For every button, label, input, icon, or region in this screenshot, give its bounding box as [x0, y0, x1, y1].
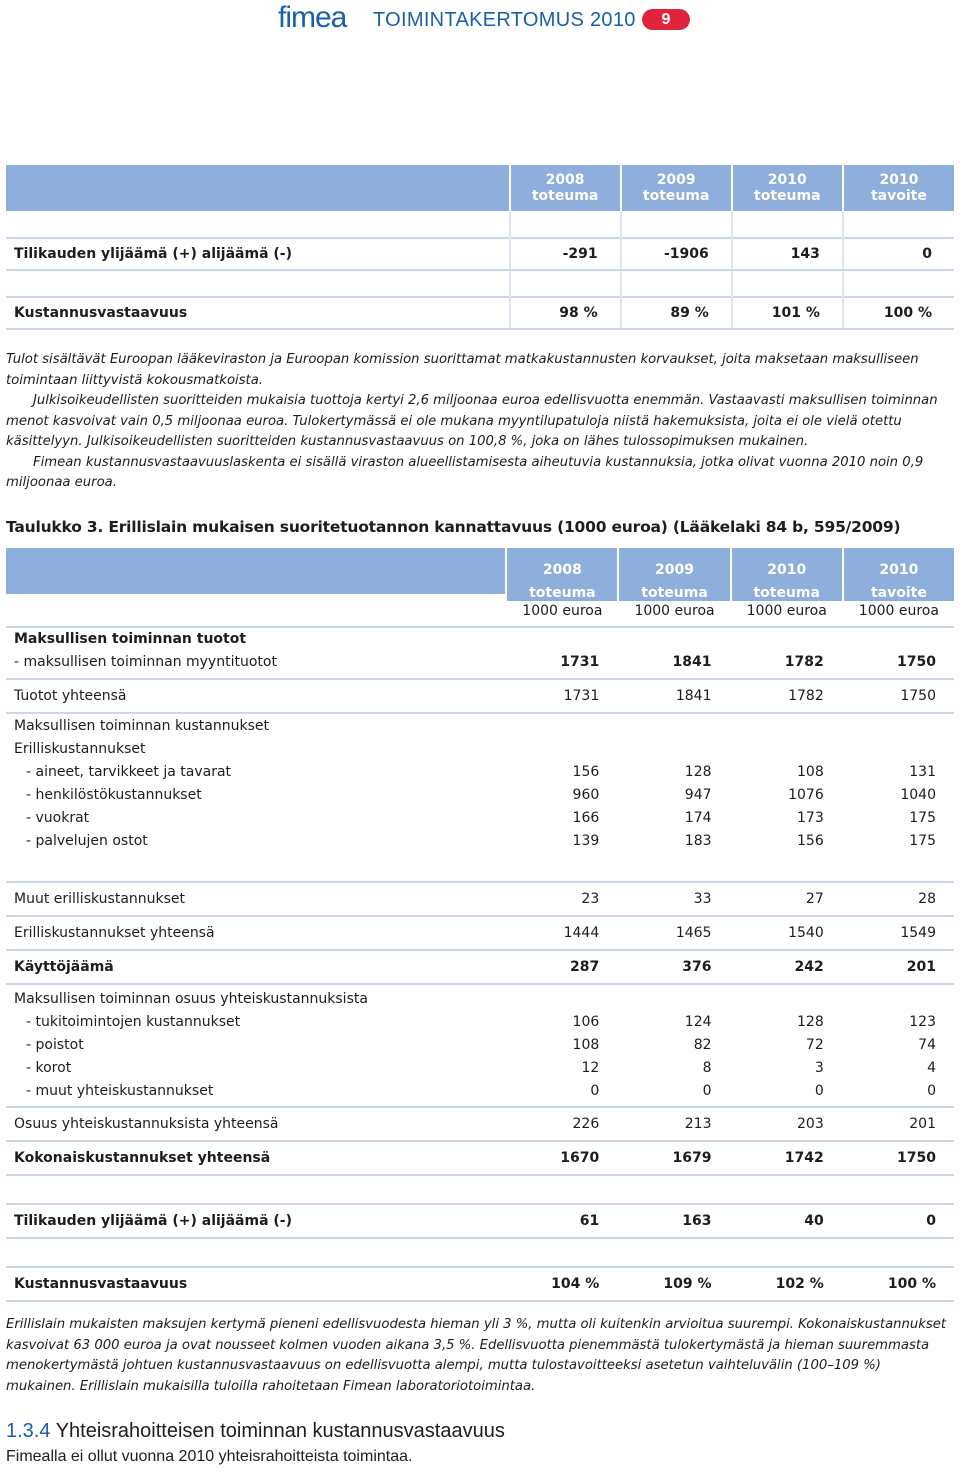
table-row: - palvelujen ostot 139 183 156 175	[26, 833, 936, 849]
table-row: - korot 12 8 3 4	[26, 1060, 936, 1076]
column-header: 2008 toteuma	[507, 548, 617, 594]
fimea-logo: fimea	[278, 1, 347, 34]
table-header-row	[6, 165, 954, 211]
table-row: - aineet, tarvikkeet ja tavarat 156 128 108 131	[26, 764, 936, 780]
unit-row: 1000 euroa 1000 euroa 1000 euroa 1000 euroa	[6, 594, 954, 628]
column-header: 2010 tavoite	[843, 165, 954, 211]
column-header: 2009 toteuma	[621, 165, 732, 211]
table-caption: Taulukko 3. Erillislain mukaisen suoritetuotannon kannattavuus (1000 euroa) (Lääkelaki 84 b, 595/2009)	[6, 518, 901, 536]
table-row: Kustannusvastaavuus 98 % 89 % 101 % 100 %	[6, 297, 954, 329]
analysis-text: Erillislain mukaisten maksujen kertymä pieneni edellisvuodesta hieman yli 3 %, mutta oli kuitenkin arvioitua suurempi. Kokonaiskustannukset kasvoivat 63 000 euroa ja ovat nousseet kolmen vuoden aikana 3,5 %. Edellisvuotta pienemmästä tulokertymästä ja hieman suuremmasta menokertymästä johtuen kustannusvastaavuus on edellisvuotta alempi, mutta tulostavoitteeksi asetetun vaihteluvälin (100–109 %) mukainen. Erillislain mukaisilla tuloilla rahoitetaan Fimean laboratoriotoimintaa.	[6, 1317, 947, 1394]
section-text: Fimealla ei ollut vuonna 2010 yhteisrahoitteista toimintaa.	[6, 1448, 413, 1465]
table-row-group: Maksullisen toiminnan tuotot - maksullisen toiminnan myyntituotot 1731 1841 1782 1750	[6, 628, 954, 680]
table-row: Tilikauden ylijäämä (+) alijäämä (-) 61 163 40 0	[6, 1203, 954, 1239]
table-row: Muut erilliskustannukset 23 33 27 28	[6, 881, 954, 917]
column-header: 2009 toteuma	[619, 548, 729, 594]
profitability-table	[6, 548, 954, 1302]
table-row: Tilikauden ylijäämä (+) alijäämä (-) -291 -1906 143 0	[6, 238, 954, 270]
table-row: Kokonaiskustannukset yhteensä 1670 1679 1742 1750	[6, 1142, 954, 1176]
column-header: 2010 toteuma	[732, 548, 842, 594]
table-row: Tuotot yhteensä 1731 1841 1782 1750	[6, 680, 954, 714]
table-row: Kustannusvastaavuus 104 % 109 % 102 % 100 %	[6, 1266, 954, 1302]
table-row: Erilliskustannukset yhteensä 1444 1465 1540 1549	[6, 917, 954, 951]
explanation-text: Tulot sisältävät Euroopan lääkeviraston ja Euroopan komission suorittamat matkakustannusten korvaukset, joita maksetaan maksulliseen toimintaan liittyvistä kokousmatkoista. Julkisoikeudellisten suoritteiden mukaisia tuottoja kertyi 2,6 miljoonaa euroa edellisvuotta enemmän. Vastaavasti maksullisen toiminnan menot kasvoivat vain 0,5 miljoonaa euroa. Tulokertymässä ei ole mukana myyntilupatuloja niistä hakemuksista, joita ei ole vielä otettu käsittelyyn. Julkisoikeudellisten suoritteiden kustannusvastaavuus on 100,8 %, joka on lähes tulossopimuksen mukainen. Fimean kustannusvastaavuuslaskenta ei sisällä viraston alueellistamisesta aiheutuvia kustannuksia, jotka olivat vuonna 2010 noin 0,9 miljoonaa euroa.	[6, 352, 938, 490]
summary-table	[6, 165, 954, 330]
table-row: Osuus yhteiskustannuksista yhteensä 226 213 203 201	[6, 1108, 954, 1142]
table-row: - muut yhteiskustannukset 0 0 0 0	[26, 1083, 936, 1099]
table-row: - tukitoimintojen kustannukset 106 124 128 123	[26, 1014, 936, 1030]
table-row: - poistot 108 82 72 74	[26, 1037, 936, 1053]
column-header: 2008 toteuma	[510, 165, 621, 211]
table-row-group: Maksullisen toiminnan osuus yhteiskustannuksista - tukitoimintojen kustannukset 106 124 128 123 - poistot 108 82 72 74 - korot 12 8 3 4 - muut yhteiskustannukset 0 0 0 0	[6, 985, 954, 1108]
table-row: Käyttöjäämä 287 376 242 201	[6, 951, 954, 985]
page-number-badge: 9	[642, 9, 690, 30]
table-row-group: Maksullisen toiminnan kustannukset Erilliskustannukset - aineet, tarvikkeet ja tavarat 156 128 108 131 - henkilöstökustannukset 960 947 1076 1040 - vuokrat 166 174 173 175 - palvelujen ostot 139 183 156 175	[6, 714, 954, 883]
column-header: 2010 tavoite	[844, 548, 954, 594]
page-header	[0, 0, 960, 40]
table-header-row	[6, 548, 954, 601]
column-header: 2010 toteuma	[732, 165, 843, 211]
table-row: - maksullisen toiminnan myyntituotot 1731 1841 1782 1750	[14, 654, 936, 670]
table-row: - vuokrat 166 174 173 175	[26, 810, 936, 826]
table-row: - henkilöstökustannukset 960 947 1076 1040	[26, 787, 936, 803]
section-heading: 1.3.4 Yhteisrahoitteisen toiminnan kustannusvastaavuus	[6, 1420, 505, 1442]
document-title: TOIMINTAKERTOMUS 2010	[373, 9, 636, 31]
